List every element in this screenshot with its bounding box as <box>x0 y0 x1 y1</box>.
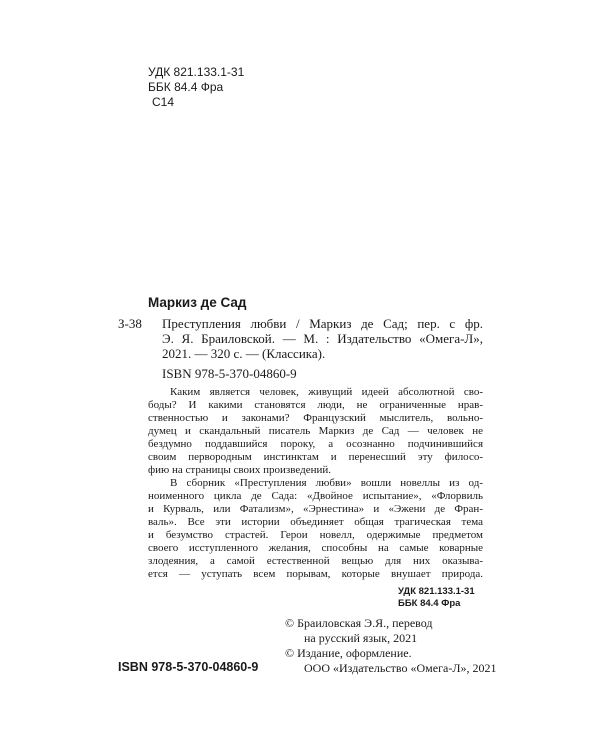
copyright-symbol: © <box>285 616 295 630</box>
bbk-code-footer: ББК 84.4 Фра <box>398 598 461 609</box>
author-mark: С14 <box>152 95 175 109</box>
copyright-edition <box>285 646 496 661</box>
text-line: и Курваль, или Фатализм», «Эрнестина» и «Эжени де Фран- <box>148 503 483 515</box>
annotation <box>148 386 483 581</box>
annotation-paragraph-1 <box>148 386 483 477</box>
copyright-block <box>285 616 496 676</box>
text-line: злодеяния, а самой естественной вещью для них оказыва- <box>148 555 483 567</box>
classification-header <box>148 65 244 110</box>
text-line: думец и скандальный писатель Маркиз де Сад — человек не <box>148 425 483 437</box>
isbn-line: ISBN 978-5-370-04860-9 <box>162 366 297 381</box>
copyright-translation <box>285 616 496 631</box>
text-line: бездумно поддавшийся пороку, а осознанно подчинившийся <box>148 438 483 450</box>
text-line: своим первородным инстинктам и перенесший эту филосо- <box>148 451 483 463</box>
text-line: и безумство страстей. Герои новелл, одержимые предметом <box>148 529 483 541</box>
description-line: Преступления любви / Маркиз де Сад; пер. с фр. <box>162 316 483 331</box>
copyright-symbol: © <box>285 646 295 660</box>
translation-owner: Браиловская Э.Я., перевод <box>297 616 433 630</box>
isbn-footer: ISBN 978-5-370-04860-9 <box>118 660 259 674</box>
udk-code: УДК 821.133.1-31 <box>148 65 245 79</box>
bbk-code: ББК 84.4 Фра <box>148 80 224 94</box>
annotation-paragraph-2 <box>148 477 483 581</box>
description-line: 2021. — 320 с. — (Классика). <box>162 346 326 361</box>
text-line: валь». Все эти истории объединяет общая трагическая тема <box>148 516 483 528</box>
author-heading: Маркиз де Сад <box>148 295 247 310</box>
udk-code-footer: УДК 821.133.1-31 <box>398 586 475 597</box>
cutter-number: З-38 <box>118 316 142 331</box>
edition-text: Издание, оформление. <box>297 646 412 660</box>
bibliographic-description <box>162 316 483 361</box>
classification-footer <box>398 586 475 610</box>
text-line: Каким является человек, живущий идеей абсолютной сво- <box>170 386 483 398</box>
description-line: Э. Я. Браиловской. — М. : Издательство «Омега-Л», <box>162 331 483 346</box>
text-line: ется — уступать всем порывам, которые внушает природа. <box>148 568 483 580</box>
text-line: боды? И какими становятся люди, не ограниченные нрав- <box>148 399 483 411</box>
text-line: В сборник «Преступления любви» вошли новеллы из од- <box>170 477 483 489</box>
text-line: фию на страницы своих произведений. <box>148 464 332 476</box>
publisher-copyright: ООО «Издательство «Омега-Л», 2021 <box>304 661 497 675</box>
text-line: ноименного цикла де Сада: «Двойное испытание», «Флорвиль <box>148 490 483 502</box>
text-line: ственностью и законами? Французский мыслитель, вольно- <box>148 412 483 424</box>
text-line: своего исступленного желания, способны на самые коварные <box>148 542 483 554</box>
translation-note: на русский язык, 2021 <box>304 631 418 645</box>
